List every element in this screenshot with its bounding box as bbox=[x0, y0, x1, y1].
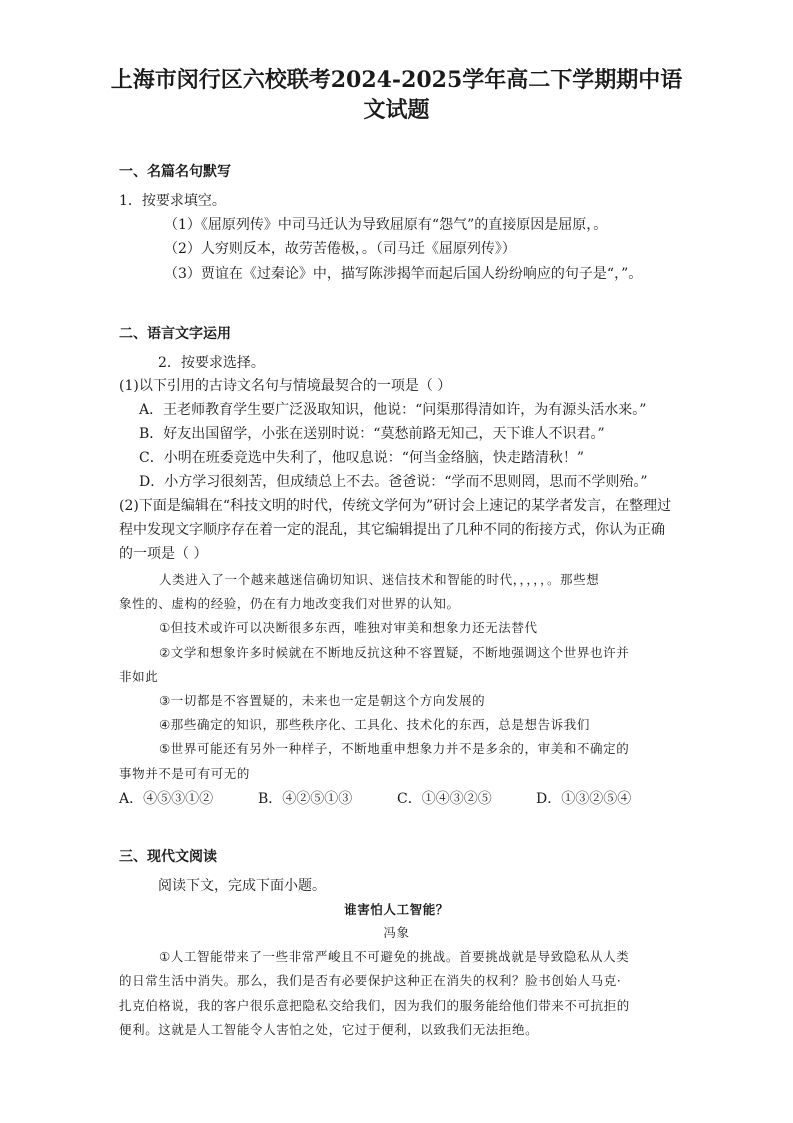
sentence-2: ②文学和想象许多时候就在不断地反抗这种不容置疑，不断地强调这个世界也许并 bbox=[159, 645, 630, 660]
question1-item: （3）贾谊在《过秦论》中，描写陈涉揭竿而起后国人纷纷响应的句子是“，”。 bbox=[164, 266, 643, 282]
option-d: D．小方学习很刻苦，但成绩总上不去。爸爸说：“学而不思则罔，思而不学则殆。” bbox=[139, 474, 648, 490]
article-paragraph-line: 便利。这就是人工智能令人害怕之处，它过于便利，以致我们无法拒绝。 bbox=[119, 1022, 539, 1037]
passage-line: 象性的、虚构的经验，仍在有力地改变我们对世界的认知。 bbox=[119, 596, 460, 611]
section2-heading: 二、语言文字运用 bbox=[119, 326, 231, 342]
subquestion2-stem-line: (2)下面是编辑在“科技文明的时代，传统文学何为”研讨会上速记的某学者发言，在整理过 bbox=[119, 498, 672, 514]
question1-item: （1）《屈原列传》中司马迁认为导致屈原有“怨气”的直接原因是屈原，。 bbox=[164, 217, 608, 233]
passage-line: 人类进入了一个越来越迷信确切知识、迷信技术和智能的时代，，，，，。那些想 bbox=[159, 572, 600, 587]
article-paragraph-line: 的日常生活中消失。那么，我们是否有必要保护这种正在消失的权利？脸书创始人马克· bbox=[119, 973, 622, 988]
sentence-5: ⑤世界可能还有另外一种样子，不断地重申想象力并不是多余的，审美和不确定的 bbox=[159, 741, 630, 756]
document-title-line1: 上海市闵行区六校联考2024-2025学年高二下学期期中语 bbox=[110, 67, 683, 93]
question1-prompt: 1．按要求填空。 bbox=[119, 193, 226, 209]
sentence-4: ④那些确定的知识，那些秩序化、工具化、技术化的东西，总是想告诉我们 bbox=[159, 717, 591, 732]
choice-c: C．①④③②⑤ bbox=[397, 791, 492, 807]
sentence-2-continued: 非如此 bbox=[119, 669, 159, 684]
subquestion2-stem-line: 程中发现文字顺序存在着一定的混乱，其它编辑提出了几种不同的衔接方式，你认为正确 bbox=[119, 522, 665, 538]
question1-item: （2）人穷则反本，故劳苦倦极，。（司马迁《屈原列传》） bbox=[164, 241, 516, 257]
choice-a: A．④⑤③①② bbox=[119, 791, 214, 807]
choice-d: D．①③②⑤④ bbox=[536, 791, 632, 807]
subquestion1-stem: (1)以下引用的古诗文名句与情境最契合的一项是（ ） bbox=[119, 378, 452, 394]
sentence-5-continued: 事物并不是可有可无的 bbox=[119, 766, 251, 781]
option-a: A．王老师教育学生要广泛汲取知识，他说：“问渠那得清如许，为有源头活水来。” bbox=[139, 402, 647, 418]
option-c: C．小明在班委竞选中失利了，他叹息说：“何当金络脑，快走踏清秋！” bbox=[139, 450, 585, 466]
article-paragraph-line: 扎克伯格说，我的客户很乐意把隐私交给我们，因为我们的服务能给他们带来不可抗拒的 bbox=[119, 998, 630, 1013]
choice-b: B．④②⑤①③ bbox=[258, 791, 353, 807]
reading-instruction: 阅读下文，完成下面小题。 bbox=[158, 878, 326, 894]
subquestion2-stem-line: 的一项是（ ） bbox=[119, 546, 208, 562]
section1-heading: 一、名篇名句默写 bbox=[119, 164, 231, 180]
article-paragraph-line: ①人工智能带来了一些非常严峻且不可避免的挑战。首要挑战就是导致隐私从人类 bbox=[159, 949, 630, 964]
document-title-line2: 文试题 bbox=[363, 97, 430, 123]
option-b: B．好友出国留学，小张在送别时说：“莫愁前路无知己，天下谁人不识君。” bbox=[139, 426, 605, 442]
section3-heading: 三、现代文阅读 bbox=[119, 849, 217, 865]
article-author: 冯象 bbox=[383, 925, 410, 940]
question2-prompt: 2．按要求选择。 bbox=[158, 355, 265, 371]
sentence-1: ①但技术或许可以决断很多东西，唯独对审美和想象力还无法替代 bbox=[159, 620, 538, 635]
article-title: 谁害怕人工智能？ bbox=[344, 902, 449, 917]
sentence-3: ③一切都是不容置疑的，未来也一定是朝这个方向发展的 bbox=[159, 693, 486, 708]
